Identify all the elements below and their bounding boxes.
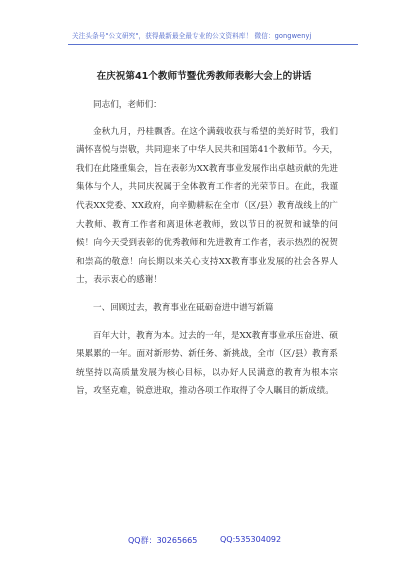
header-divider: [68, 44, 358, 45]
paragraph-review: 百年大计，教育为本。过去的一年，是XX教育事业承压奋进、硕果累累的一年。面对新形势、新任务、新挑战，全市（区/县）教育系统坚持以高质量发展为核心目标，以办好人民满意的教育为根本宗旨，攻坚克难，锐意进取，推动各项工作取得了令人瞩目的新成绩。: [76, 330, 338, 397]
salutation: 同志们，老师们：: [93, 100, 162, 110]
paragraph-opening: 金秋九月，丹桂飘香。在这个满载收获与希望的美好时节，我们满怀喜悦与崇敬，共同迎来了中华人民共和国第41个教师节。今天，我们在此隆重集会，旨在表彰为XX教育事业发展作出卓越贡献的先进集体与个人，共同庆祝属于全体教育工作者的光荣节日。在此，我谨代表XX党委、XX政府，向辛勤耕耘在全市（区/县）教育战线上的广大教师、教育工作者和离退休老教师，致以节日的祝贺和诚挚的问候！向今天受到表彰的优秀教师和先进教育工作者，表示热烈的祝贺和崇高的敬意！向长期以来关心支持XX教育事业发展的社会各界人士，表示衷心的感谢！: [76, 126, 338, 286]
document-title: 在庆祝第41个教师节暨优秀教师表彰大会上的讲话: [96, 71, 312, 82]
footer-qq-group: QQ群：30265665: [128, 536, 198, 545]
footer-qq-number: QQ:535304092: [220, 535, 282, 544]
section-heading-1: 一、回顾过去，教育事业在砥砺奋进中谱写新篇: [93, 302, 274, 313]
document-body: [76, 96, 338, 401]
header-promo-note: 关注头条号"公文研究"，获得最新最全最专业的公文资料库！ 微信：gongwenyj: [72, 32, 312, 40]
